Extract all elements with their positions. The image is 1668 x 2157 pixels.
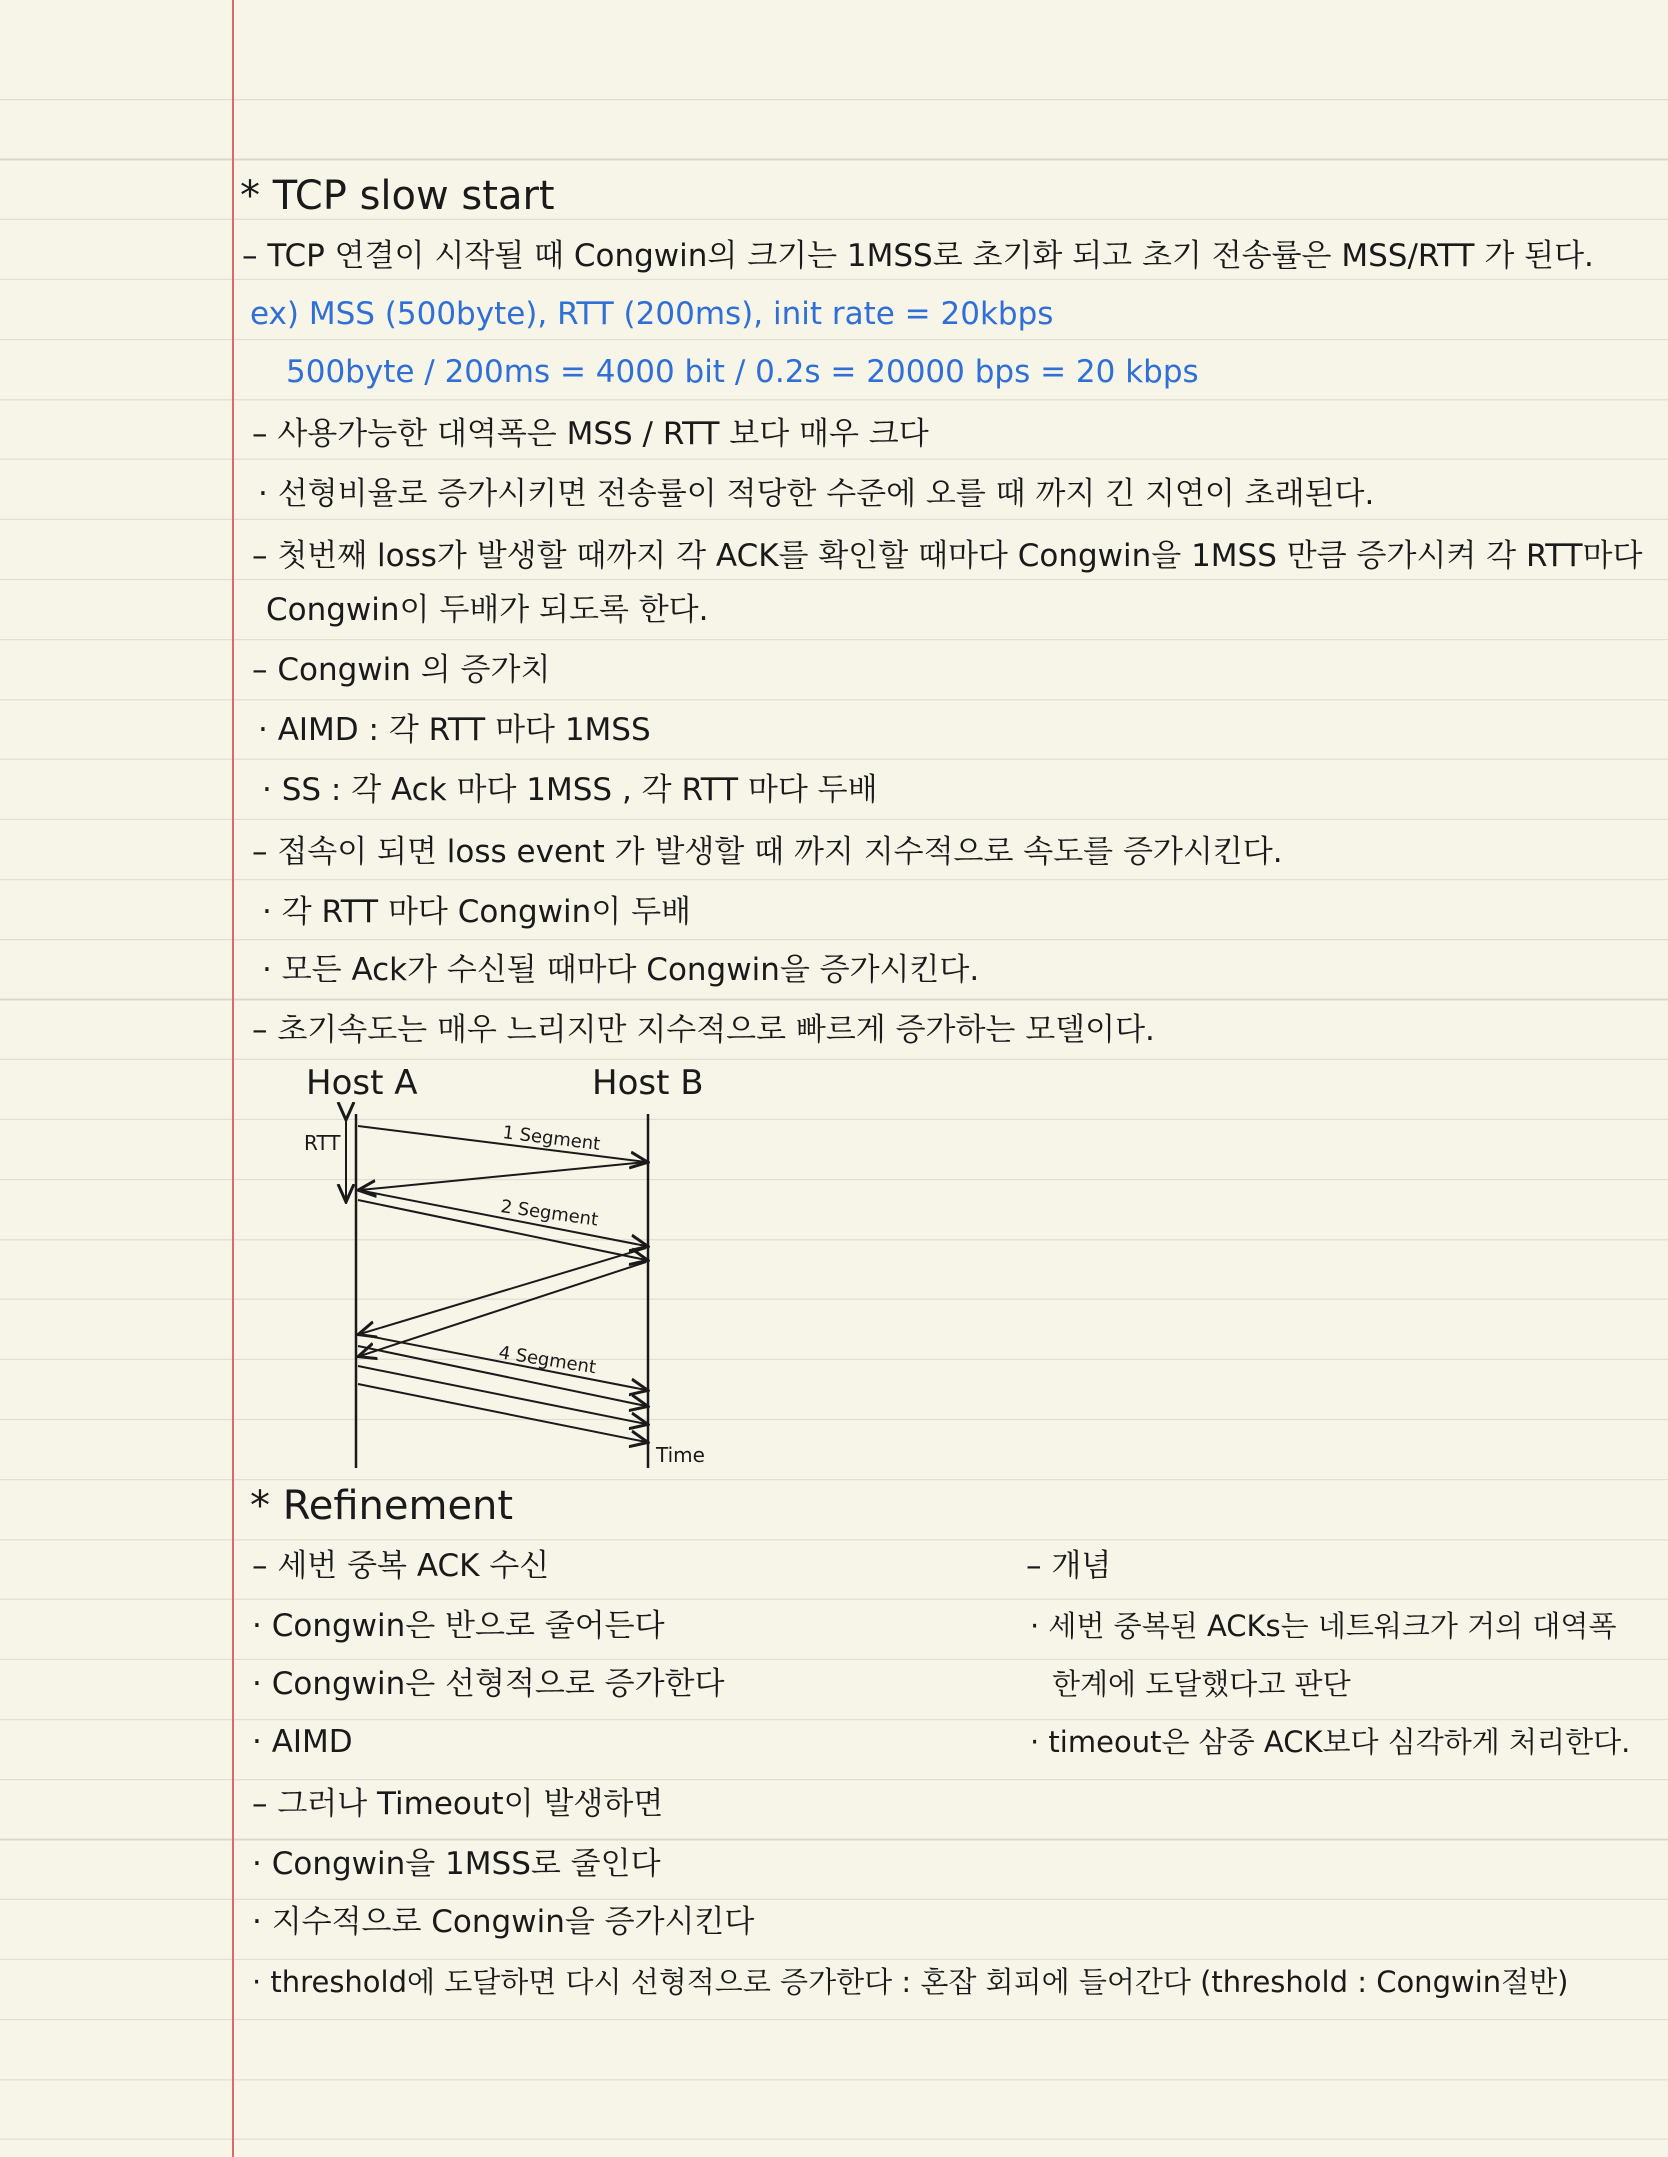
note-line: – Congwin 의 증가치 <box>252 652 551 688</box>
note-line: – 접속이 되면 loss event 가 발생할 때 까지 지수적으로 속도를 증가시킨다. <box>252 834 1283 870</box>
note-line: Congwin이 두배가 되도록 한다. <box>266 592 709 628</box>
note-line: · 선형비율로 증가시키면 전송률이 적당한 수준에 오를 때 까지 긴 지연이 초래된다. <box>258 476 1375 512</box>
segment-arrow <box>358 1366 646 1424</box>
segment-label: 1 Segment <box>501 1122 602 1155</box>
note-line: · AIMD <box>252 1724 353 1760</box>
note-line: · SS : 각 Ack 마다 1MSS , 각 RTT 마다 두배 <box>262 772 878 808</box>
concept-line: – 개념 <box>1026 1548 1112 1584</box>
note-line: – TCP 연결이 시작될 때 Congwin의 크기는 1MSS로 초기화 되고 초기 전송률은 MSS/RTT 가 된다. <box>242 238 1594 274</box>
concept-line: · timeout은 삼중 ACK보다 심각하게 처리한다. <box>1030 1725 1631 1759</box>
note-line: – 첫번째 loss가 발생할 때까지 각 ACK를 확인할 때마다 Congwin을 1MSS 만큼 증가시켜 각 RTT마다 <box>252 538 1643 574</box>
time-label: Time <box>656 1443 705 1467</box>
concept-line: 한계에 도달했다고 판단 <box>1052 1667 1351 1701</box>
note-line: – 사용가능한 대역폭은 MSS / RTT 보다 매우 크다 <box>252 416 929 452</box>
ack-arrow <box>360 1248 646 1334</box>
note-line: · Congwin은 선형적으로 증가한다 <box>252 1666 725 1702</box>
segment-label: 2 Segment <box>499 1196 600 1231</box>
note-line: · AIMD : 각 RTT 마다 1MSS <box>258 712 651 748</box>
note-line: · 모든 Ack가 수신될 때마다 Congwin을 증가시킨다. <box>262 952 980 988</box>
note-line: · 지수적으로 Congwin을 증가시킨다 <box>252 1904 755 1940</box>
segment-arrow <box>358 1384 646 1442</box>
note-line: – 초기속도는 매우 느리지만 지수적으로 빠르게 증가하는 모델이다. <box>252 1012 1155 1048</box>
ack-arrow <box>360 1162 646 1190</box>
note-line: – 그러나 Timeout이 발생하면 <box>252 1786 664 1822</box>
rtt-label: RTT <box>304 1131 341 1155</box>
note-line: – 세번 중복 ACK 수신 <box>252 1548 550 1584</box>
host-a-label: Host A <box>306 1063 418 1103</box>
concept-line: · 세번 중복된 ACKs는 네트워크가 거의 대역폭 <box>1030 1609 1617 1643</box>
note-line: · Congwin을 1MSS로 줄인다 <box>252 1846 661 1882</box>
host-b-label: Host B <box>592 1063 704 1103</box>
note-line: · 각 RTT 마다 Congwin이 두배 <box>262 894 691 930</box>
section-title-slow-start: * TCP slow start <box>240 173 555 219</box>
section-title-refinement: * Refinement <box>250 1483 514 1529</box>
note-line: · Congwin은 반으로 줄어든다 <box>252 1608 665 1644</box>
example-calc-line: 500byte / 200ms = 4000 bit / 0.2s = 20000 bps = 20 kbps <box>286 354 1199 390</box>
margin-line <box>232 0 234 2157</box>
slow-start-sequence-diagram <box>280 1050 740 1480</box>
example-line: ex) MSS (500byte), RTT (200ms), init rate = 20kbps <box>250 296 1054 332</box>
note-line: · threshold에 도달하면 다시 선형적으로 증가한다 : 혼잡 회피에 들어간다 (threshold : Congwin절반) <box>252 1965 1569 1999</box>
segment-label: 4 Segment <box>497 1342 598 1379</box>
